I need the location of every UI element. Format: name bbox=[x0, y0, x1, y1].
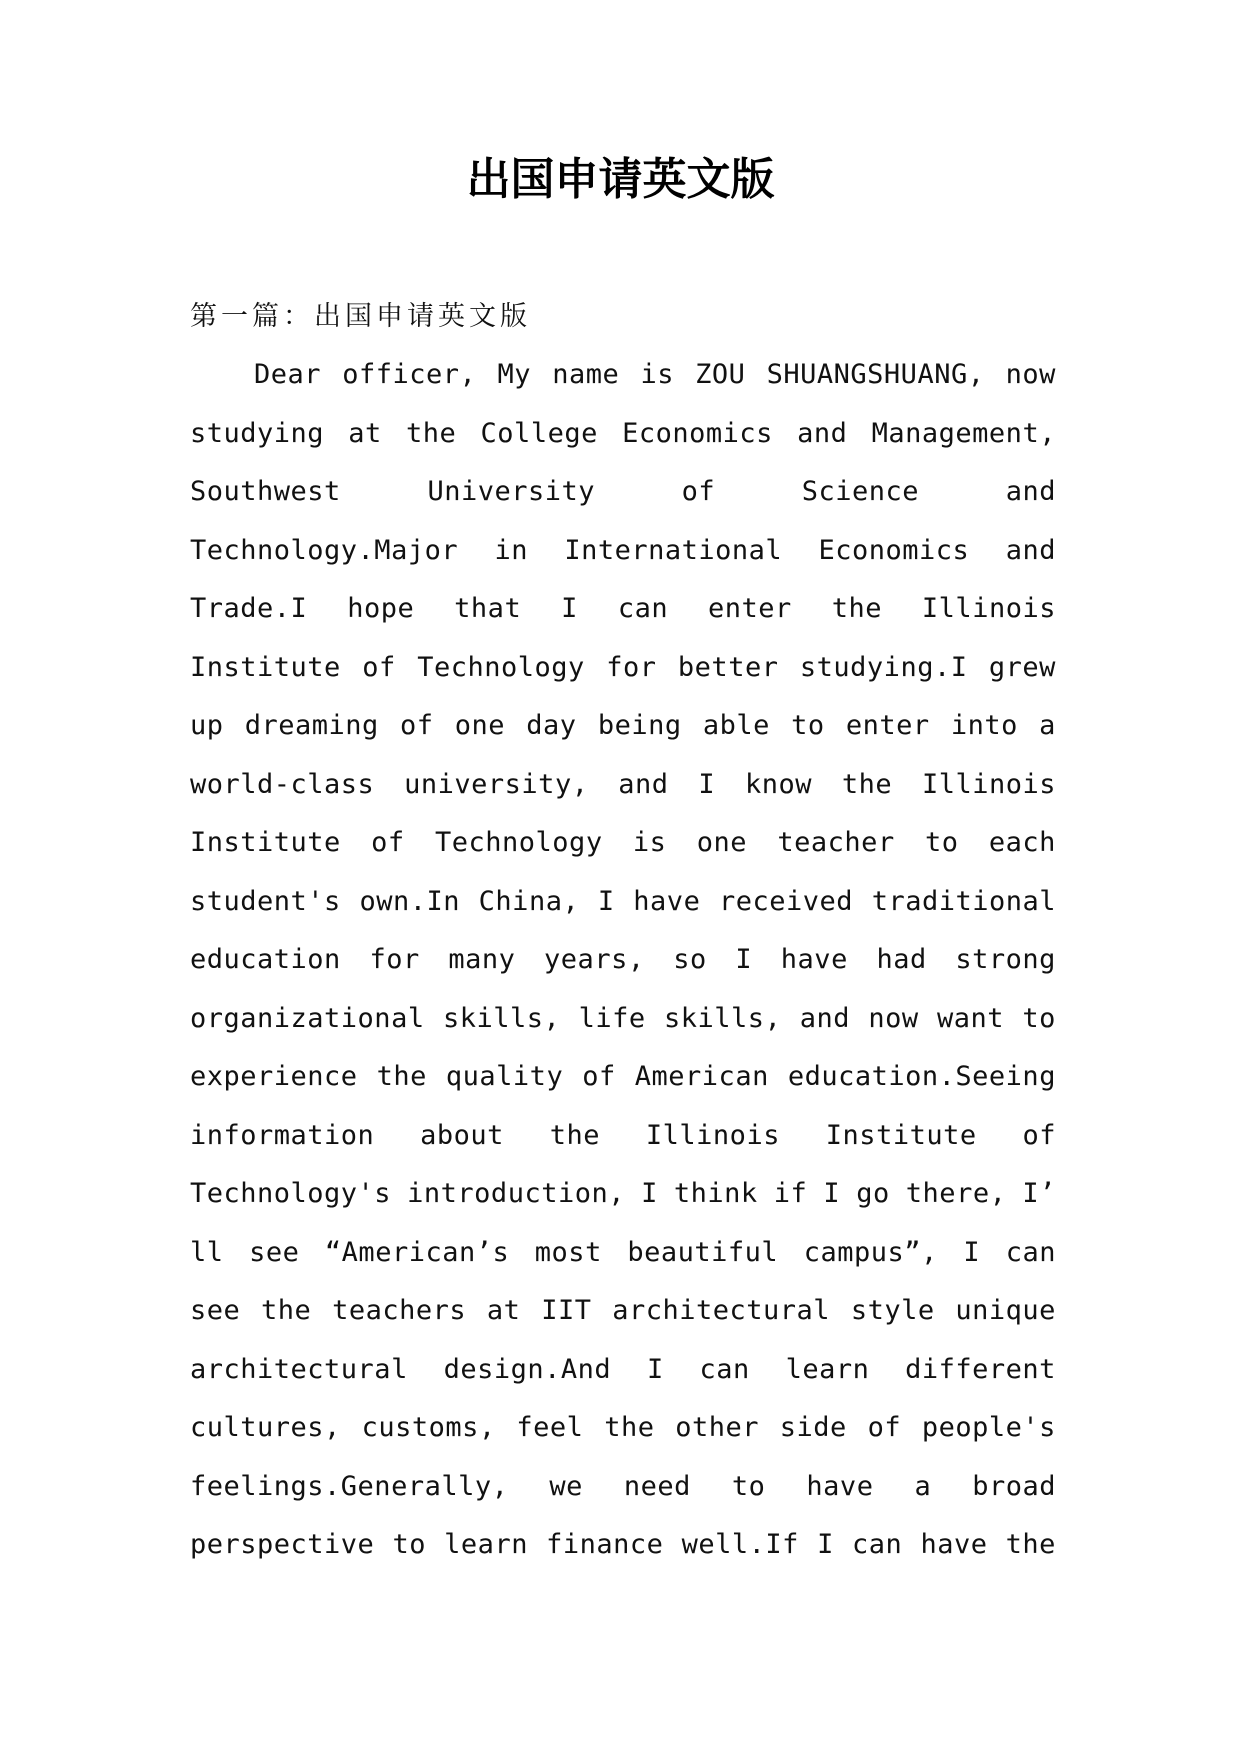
word: one bbox=[696, 827, 748, 858]
word: received bbox=[718, 885, 854, 917]
word: now bbox=[1005, 359, 1056, 390]
word: the bbox=[831, 593, 882, 624]
word: education.Seeing bbox=[787, 1061, 1056, 1092]
word: there, bbox=[905, 1178, 1007, 1209]
word: well.If bbox=[681, 1529, 799, 1560]
word: world-class bbox=[190, 768, 375, 800]
word: customs, bbox=[361, 1412, 496, 1443]
word: information bbox=[190, 1119, 375, 1151]
word: My bbox=[497, 359, 531, 390]
word: ZOU bbox=[695, 359, 746, 390]
word: Southwest bbox=[190, 476, 341, 507]
word: university, bbox=[404, 768, 589, 800]
word: cultures, bbox=[190, 1412, 341, 1443]
word: side bbox=[779, 1412, 847, 1443]
word: and bbox=[1005, 476, 1056, 507]
word: Illinois bbox=[921, 593, 1056, 624]
word: finance bbox=[546, 1529, 664, 1560]
word: Institute bbox=[825, 1119, 977, 1151]
word: many bbox=[448, 944, 516, 975]
word: is bbox=[640, 359, 674, 390]
word: into bbox=[950, 710, 1018, 741]
word: International bbox=[564, 534, 783, 566]
document-title: 出国申请英文版 bbox=[466, 154, 775, 205]
word: have bbox=[780, 944, 848, 975]
word: China, bbox=[478, 885, 580, 917]
word: architectural bbox=[612, 1295, 831, 1326]
word: skills, bbox=[664, 1002, 782, 1034]
word: style bbox=[850, 1295, 935, 1326]
word: name bbox=[552, 359, 620, 390]
word: perspective bbox=[190, 1529, 375, 1560]
word: design.And bbox=[443, 1353, 612, 1385]
word: of bbox=[371, 827, 405, 858]
word: experience bbox=[190, 1061, 358, 1092]
word: I bbox=[641, 1178, 658, 1209]
word: the bbox=[549, 1119, 601, 1151]
text-line bbox=[190, 873, 1056, 932]
word: beautiful bbox=[627, 1236, 779, 1268]
word: learn bbox=[444, 1529, 528, 1560]
word: SHUANGSHUANG, bbox=[766, 359, 985, 390]
word: own.In bbox=[359, 885, 461, 917]
word: can bbox=[699, 1353, 750, 1385]
word: feel bbox=[516, 1412, 584, 1443]
word: University bbox=[427, 476, 595, 507]
text-line bbox=[190, 1165, 1056, 1224]
word: the bbox=[376, 1061, 427, 1092]
word: years, bbox=[544, 944, 645, 975]
word: American bbox=[634, 1061, 769, 1092]
word: for bbox=[606, 651, 657, 683]
word: College bbox=[480, 417, 598, 449]
text-line bbox=[190, 463, 1056, 522]
word: traditional bbox=[871, 885, 1056, 917]
text-line bbox=[190, 697, 1056, 756]
word: I bbox=[823, 1178, 841, 1209]
word: now bbox=[868, 1002, 919, 1034]
word: need bbox=[623, 1470, 691, 1502]
word: “American’s bbox=[324, 1236, 510, 1268]
word: Economics bbox=[818, 534, 970, 566]
word: of bbox=[867, 1412, 902, 1443]
word: see bbox=[190, 1295, 241, 1326]
text-line bbox=[190, 580, 1056, 639]
text-line bbox=[190, 405, 1056, 464]
word: Institute bbox=[190, 651, 341, 683]
word: skills, bbox=[442, 1002, 561, 1034]
word: the bbox=[841, 768, 893, 800]
text-line bbox=[190, 1224, 1056, 1283]
text-line bbox=[190, 990, 1056, 1049]
word: teacher bbox=[777, 827, 895, 858]
word: that bbox=[454, 593, 522, 624]
word: Institute bbox=[190, 827, 341, 858]
word: life bbox=[578, 1002, 646, 1034]
word: Science bbox=[801, 476, 920, 507]
word: strong bbox=[955, 944, 1056, 975]
word: want bbox=[937, 1002, 1005, 1034]
word: and bbox=[797, 417, 848, 449]
word: for bbox=[369, 944, 420, 975]
word: each bbox=[988, 827, 1056, 858]
word: Illinois bbox=[921, 768, 1056, 800]
word: at bbox=[348, 417, 382, 449]
word: broad bbox=[972, 1470, 1056, 1502]
word: Economics bbox=[622, 417, 773, 449]
word: the bbox=[604, 1412, 655, 1443]
word: see bbox=[249, 1236, 300, 1268]
word: different bbox=[905, 1353, 1056, 1385]
word: being bbox=[597, 710, 682, 741]
word: in bbox=[494, 534, 528, 566]
word: campus”, bbox=[803, 1236, 938, 1268]
word: Technology bbox=[435, 827, 603, 858]
word: Technology.Major bbox=[190, 534, 459, 566]
word: dreaming bbox=[244, 710, 379, 741]
word: day bbox=[526, 710, 577, 741]
text-line bbox=[190, 522, 1056, 581]
word: ll bbox=[190, 1236, 224, 1268]
text-line bbox=[190, 346, 1056, 405]
word: unique bbox=[955, 1295, 1056, 1326]
word: I bbox=[646, 1353, 664, 1385]
text-line bbox=[190, 1048, 1056, 1107]
word: Trade.I bbox=[190, 593, 308, 624]
text-line bbox=[190, 1282, 1056, 1341]
text-line bbox=[190, 1399, 1056, 1458]
word: of bbox=[582, 1061, 616, 1092]
word: have bbox=[633, 885, 701, 917]
section-heading: 第一篇：出国申请英文版 bbox=[190, 301, 531, 332]
word: can bbox=[1005, 1236, 1056, 1268]
word: I’ bbox=[1022, 1178, 1056, 1209]
word: education bbox=[190, 944, 341, 975]
word: grew bbox=[988, 651, 1056, 683]
word: learn bbox=[785, 1353, 870, 1385]
word: to bbox=[1022, 1002, 1056, 1034]
word: I bbox=[817, 1529, 834, 1560]
word: enter bbox=[708, 593, 792, 624]
word: a bbox=[914, 1470, 932, 1502]
word: if bbox=[773, 1178, 808, 1209]
word: go bbox=[856, 1178, 890, 1209]
word: Management, bbox=[871, 417, 1056, 449]
word: of bbox=[1022, 1119, 1056, 1151]
word: to bbox=[392, 1529, 426, 1560]
word: quality bbox=[445, 1061, 564, 1092]
text-line bbox=[190, 1107, 1056, 1166]
document-body bbox=[190, 288, 1056, 1575]
word: better bbox=[677, 651, 779, 683]
word: so bbox=[673, 944, 707, 975]
word: Illinois bbox=[645, 1119, 780, 1151]
word: a bbox=[1039, 710, 1056, 741]
word: Technology's bbox=[190, 1178, 392, 1209]
word: of bbox=[362, 651, 396, 683]
text-line bbox=[190, 814, 1056, 873]
word: I bbox=[698, 768, 716, 800]
word: student's bbox=[190, 885, 341, 917]
word: had bbox=[876, 944, 927, 975]
word: most bbox=[534, 1236, 602, 1268]
word: think bbox=[673, 1178, 758, 1209]
word: up bbox=[190, 710, 224, 741]
word: IIT bbox=[541, 1295, 592, 1326]
word: have bbox=[806, 1470, 874, 1502]
word: studying bbox=[190, 417, 325, 449]
word: I bbox=[963, 1236, 981, 1268]
word: know bbox=[744, 768, 813, 800]
word: other bbox=[675, 1412, 760, 1443]
text-line bbox=[190, 639, 1056, 698]
word: of bbox=[681, 476, 716, 507]
word: teachers bbox=[332, 1295, 467, 1326]
word: we bbox=[549, 1470, 583, 1502]
word: is bbox=[632, 827, 667, 858]
word: at bbox=[486, 1295, 521, 1326]
word: introduction, bbox=[407, 1178, 625, 1209]
word: and bbox=[618, 768, 669, 800]
text-line bbox=[190, 1516, 1056, 1575]
word: and bbox=[799, 1002, 850, 1034]
word: feelings.Generally, bbox=[190, 1470, 509, 1502]
word: hope bbox=[347, 593, 415, 624]
word: people's bbox=[921, 1412, 1056, 1443]
text-line bbox=[190, 931, 1056, 990]
word: I bbox=[735, 944, 753, 975]
word: about bbox=[420, 1119, 504, 1151]
word: the bbox=[261, 1295, 312, 1326]
word: one bbox=[454, 710, 506, 741]
text-line bbox=[190, 1341, 1056, 1400]
word: can bbox=[852, 1529, 903, 1560]
word: officer, bbox=[342, 359, 477, 390]
word: can bbox=[617, 593, 669, 624]
word: organizational bbox=[190, 1002, 425, 1034]
word: architectural bbox=[190, 1353, 408, 1385]
word: I bbox=[597, 885, 615, 917]
word: Technology bbox=[417, 651, 585, 683]
word: Dear bbox=[254, 359, 322, 390]
word: of bbox=[400, 710, 434, 741]
word: to bbox=[791, 710, 825, 741]
word: to bbox=[925, 827, 959, 858]
word: studying.I bbox=[799, 651, 968, 683]
paragraph bbox=[190, 346, 1056, 1575]
text-line bbox=[190, 756, 1056, 815]
word: and bbox=[1005, 534, 1056, 566]
text-line bbox=[190, 1458, 1056, 1517]
word: the bbox=[1005, 1529, 1056, 1560]
word: the bbox=[406, 417, 457, 449]
word: I bbox=[561, 593, 578, 624]
word: enter bbox=[845, 710, 930, 741]
word: able bbox=[702, 710, 770, 741]
word: have bbox=[920, 1529, 988, 1560]
word: to bbox=[731, 1470, 766, 1502]
